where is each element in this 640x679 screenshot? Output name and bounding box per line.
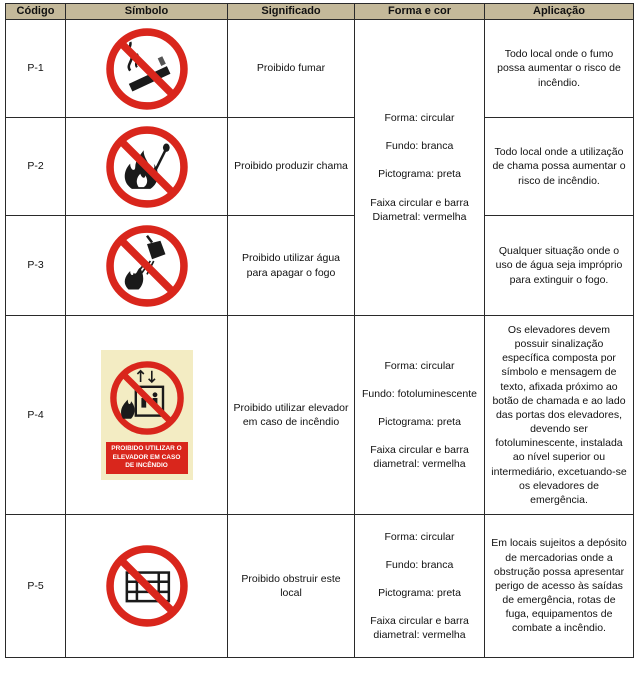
table-row — [6, 515, 634, 658]
symbol-cell — [66, 118, 228, 216]
row-meaning: Proibido utilizar elevador em caso de incêndio — [228, 316, 355, 515]
table-row — [6, 20, 634, 118]
forma-pictogram: Pictograma: preta — [378, 168, 461, 181]
forma-shape: Forma: circular — [384, 530, 455, 543]
header-codigo: Código — [6, 4, 66, 20]
table-row — [6, 316, 634, 515]
row-code: P-5 — [6, 515, 66, 658]
header-forma-cor: Forma e cor — [355, 4, 485, 20]
row-meaning: Proibido fumar — [228, 20, 355, 118]
forma-cell — [355, 316, 485, 515]
row-meaning: Proibido utilizar água para apagar o fogo — [228, 216, 355, 316]
table-header-row — [6, 4, 634, 20]
row-meaning: Proibido produzir chama — [228, 118, 355, 216]
header-aplicacao: Aplicação — [485, 4, 634, 20]
forma-background: Fundo: branca — [385, 140, 454, 153]
shared-forma-cell — [355, 20, 485, 316]
table-row — [6, 118, 634, 216]
forma-shape: Forma: circular — [384, 359, 455, 372]
forma-pictogram: Pictograma: preta — [378, 415, 461, 428]
header-significado: Significado — [228, 4, 355, 20]
forma-pictogram: Pictograma: preta — [378, 586, 461, 599]
row-code: P-2 — [6, 118, 66, 216]
row-application: Todo local onde o fumo possa aumentar o risco de incêndio. — [485, 20, 634, 118]
symbol-cell — [66, 20, 228, 118]
row-application: Todo local onde a utilização de chama possa aumentar o risco de incêndio. — [485, 118, 634, 216]
row-application: Os elevadores devem possuir sinalização específica composta por símbolo e mensagem de texto, afixada próximo ao botão de chamada e ao lado das portas dos elevadores, devendo ser fotoluminescente, instalada ao nível superior ou intermediário, excetuando-se os elevadores de emergência. — [485, 316, 634, 515]
forma-band: Faixa circular e barra diametral: vermelha — [370, 615, 469, 642]
forma-band: Faixa circular e barra Diametral: vermelha — [370, 196, 469, 223]
forma-shape: Forma: circular — [384, 112, 455, 125]
row-code: P-1 — [6, 20, 66, 118]
symbol-cell — [66, 216, 228, 316]
forma-cell — [355, 515, 485, 658]
symbol-cell — [66, 316, 228, 515]
symbol-cell — [66, 515, 228, 658]
forma-band: Faixa circular e barra diametral: vermelha — [370, 444, 469, 471]
row-application: Qualquer situação onde o uso de água seja impróprio para extinguir o fogo. — [485, 216, 634, 316]
table-row — [6, 216, 634, 316]
no-open-flame-icon — [105, 125, 189, 209]
no-smoking-icon — [105, 27, 189, 111]
row-code: P-3 — [6, 216, 66, 316]
prohibition-signs-table — [5, 3, 634, 658]
no-water-extinguish-icon — [105, 224, 189, 308]
header-simbolo: Símbolo — [66, 4, 228, 20]
sign-caption: PROIBIDO UTILIZAR O ELEVADOR EM CASO DE INCÊNDIO — [106, 442, 188, 474]
forma-background: Fundo: branca — [385, 558, 454, 571]
row-meaning: Proibido obstruir este local — [228, 515, 355, 658]
row-application: Em locais sujeitos a depósito de mercadorias onde a obstrução possa apresentar perigo de acesso às saídas de emergência, rotas de fuga, equipamentos de combate a incêndio. — [485, 515, 634, 658]
row-code: P-4 — [6, 316, 66, 515]
forma-background: Fundo: fotoluminescente — [362, 387, 477, 400]
no-obstruction-icon — [105, 544, 189, 628]
no-elevator-in-fire-icon — [107, 358, 187, 438]
photoluminescent-sign — [101, 350, 193, 480]
